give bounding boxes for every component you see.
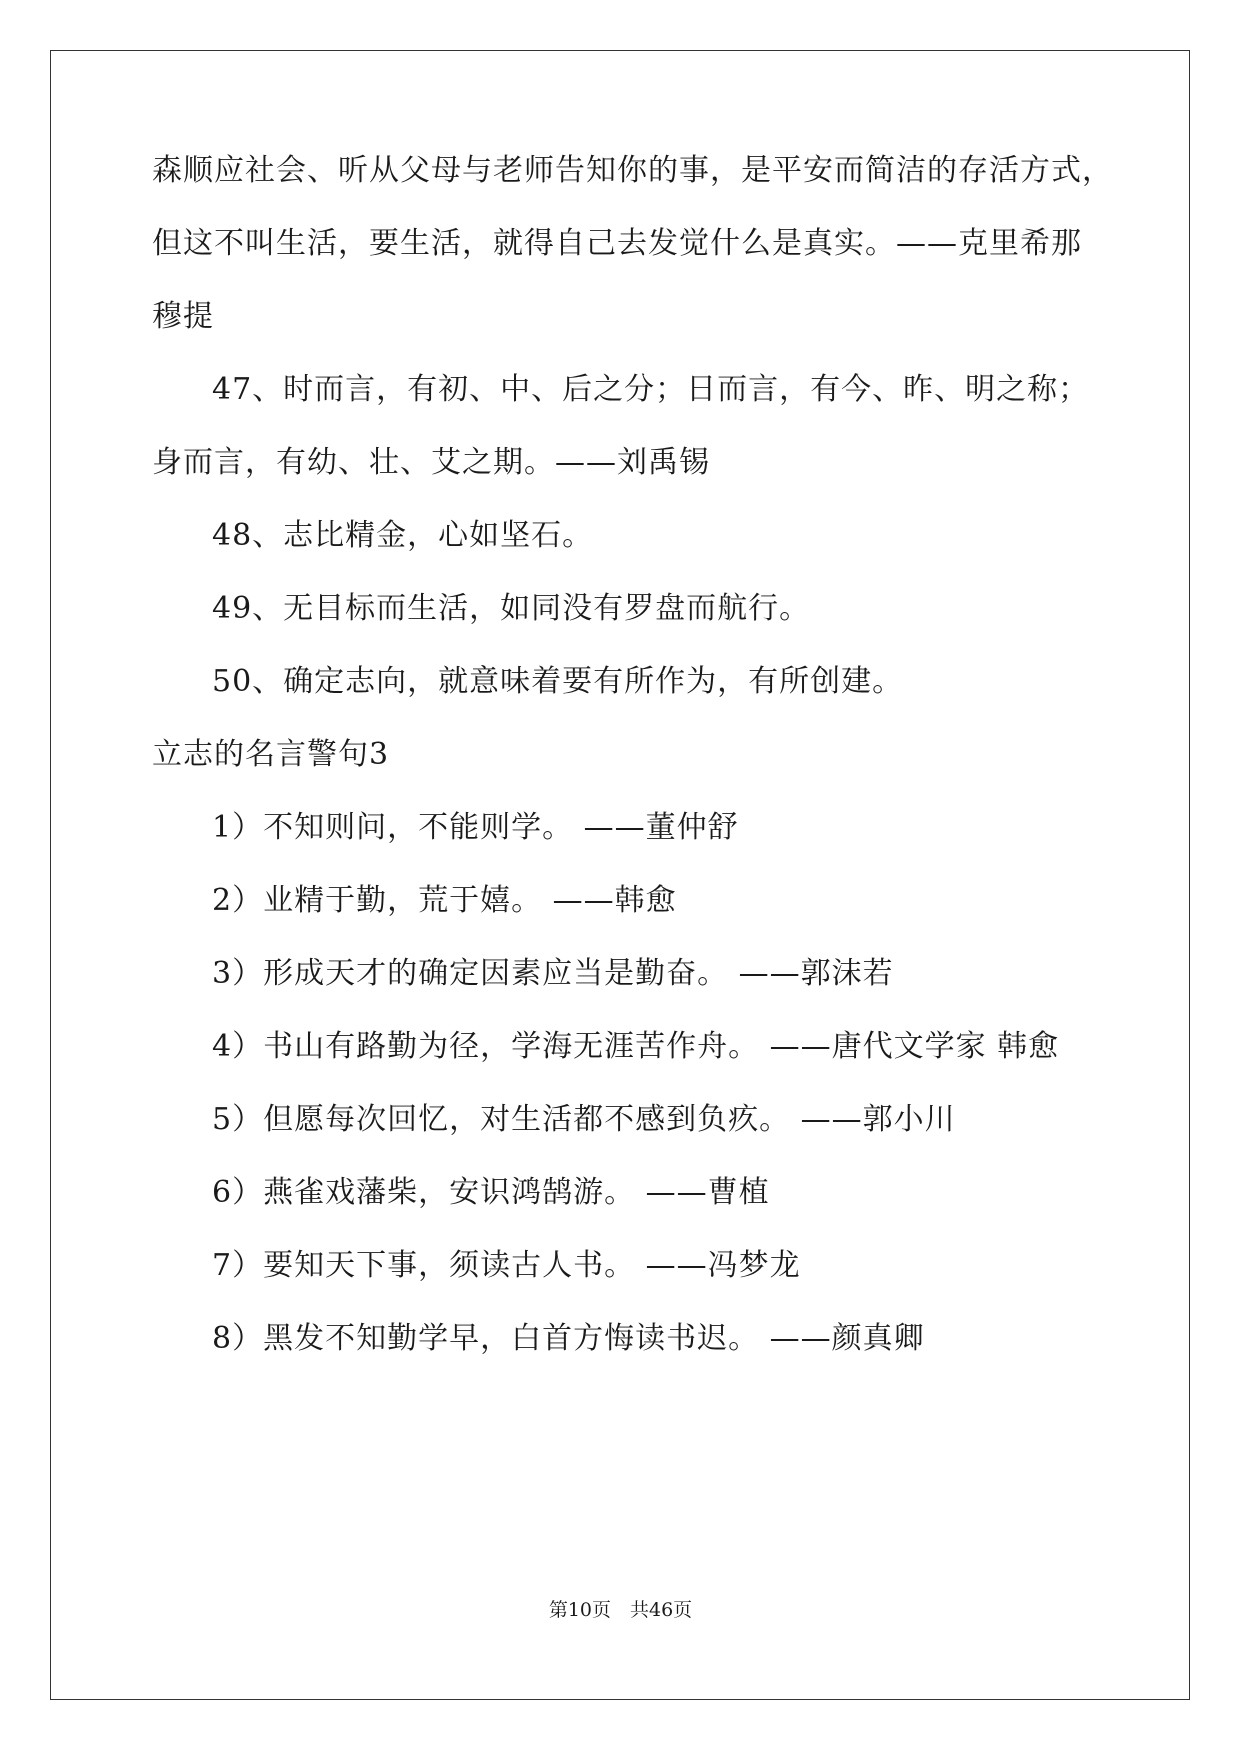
list-item-3: 3）形成天才的确定因素应当是勤奋。 ——郭沫若 xyxy=(212,956,894,991)
text-line-1: 森顺应社会、听从父母与老师告知你的事，是平安而简洁的存活方式， xyxy=(152,153,1113,188)
list-item-7: 7）要知天下事，须读古人书。 ——冯梦龙 xyxy=(212,1248,801,1283)
section-heading: 立志的名言警句3 xyxy=(152,737,390,772)
text-line-2: 但这不叫生活，要生活，就得自己去发觉什么是真实。——克里希那 xyxy=(152,226,1082,261)
list-item-8: 8）黑发不知勤学早，白首方悔读书迟。 ——颜真卿 xyxy=(212,1321,925,1356)
quote-49: 49、无目标而生活，如同没有罗盘而航行。 xyxy=(212,591,811,626)
quote-48: 48、志比精金，心如坚石。 xyxy=(212,518,594,553)
page-border xyxy=(50,50,1190,1700)
list-item-5: 5）但愿每次回忆，对生活都不感到负疚。 ——郭小川 xyxy=(212,1102,956,1137)
page-number-footer: 第10页 共46页 xyxy=(548,1599,693,1621)
list-item-4: 4）书山有路勤为径，学海无涯苦作舟。 ——唐代文学家 韩愈 xyxy=(212,1029,1060,1064)
quote-50: 50、确定志向，就意味着要有所作为，有所创建。 xyxy=(212,664,904,699)
list-item-1: 1）不知则问，不能则学。 ——董仲舒 xyxy=(212,810,739,845)
list-item-2: 2）业精于勤，荒于嬉。 ——韩愈 xyxy=(212,883,677,918)
quote-47: 47、时而言，有初、中、后之分；日而言，有今、昨、明之称； xyxy=(212,372,1090,407)
text-line-3: 穆提 xyxy=(152,299,214,334)
quote-47-continued: 身而言，有幼、壮、艾之期。——刘禹锡 xyxy=(152,445,710,480)
list-item-6: 6）燕雀戏藩柴，安识鸿鹄游。 ——曹植 xyxy=(212,1175,770,1210)
